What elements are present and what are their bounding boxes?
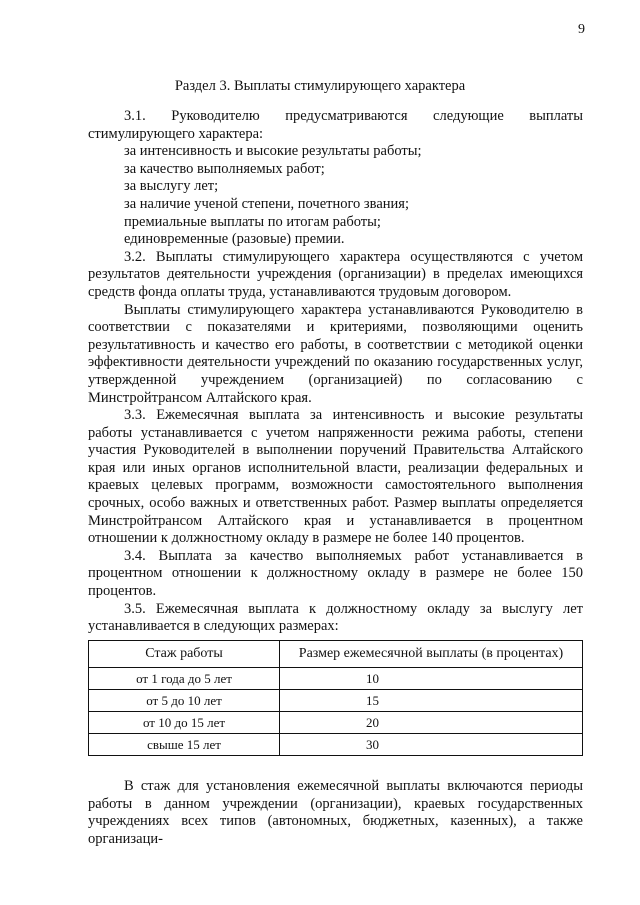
paragraph-3-1: 3.1. Руководителю предусматриваются следующие выплаты стимулирующего характера: [88, 108, 583, 142]
header-payment: Размер ежемесячной выплаты (в процентах) [280, 641, 583, 668]
table-cell-experience: от 5 до 10 лет [89, 690, 280, 712]
paragraph-stimulus: Выплаты стимулирующего характера устанавливаются Руководителю в соответствии с показателями и критериями, позволяющими оценить результативность и качество его работы, в соответствии с методикой оценки эффективности деятельности учреждений по оказанию государственных услуг, утвержденной учреждением (организацией) по согласованию с Минстройтрансом Алтайского края. [88, 301, 583, 406]
list-item: за выслугу лет; [124, 178, 219, 195]
table-cell-experience: от 1 года до 5 лет [89, 668, 280, 690]
body-text [88, 108, 583, 636]
table-header-row [89, 641, 583, 668]
paragraph-3-2: 3.2. Выплаты стимулирующего характера осуществляются с учетом результатов деятельности учреждения (организации) в пределах имеющихся средств фонда оплаты труда, устанавливаются трудовым договором. [88, 248, 583, 300]
list-item: премиальные выплаты по итогам работы; [124, 213, 381, 230]
table-cell-percent: 10 [280, 668, 583, 690]
list-item: за наличие ученой степени, почетного звания; [124, 195, 409, 212]
list-item: за качество выполняемых работ; [124, 160, 325, 177]
closing-text [88, 778, 583, 848]
paragraph-3-5: 3.5. Ежемесячная выплата к должностному окладу за выслугу лет устанавливается в следующих размерах: [88, 600, 583, 635]
list-item: за интенсивность и высокие результаты работы; [124, 143, 422, 160]
section-heading: Раздел 3. Выплаты стимулирующего характера [174, 78, 466, 94]
table-cell-percent: 30 [280, 734, 583, 756]
header-experience: Стаж работы [89, 641, 280, 668]
table-cell-percent: 20 [280, 712, 583, 734]
page-number: 9 [578, 22, 585, 37]
list-item: единовременные (разовые) премии. [124, 231, 345, 248]
table-cell-experience: от 10 до 15 лет [89, 712, 280, 734]
table-cell-percent: 15 [280, 690, 583, 712]
paragraph-3-4: 3.4. Выплата за качество выполняемых работ устанавливается в процентном отношении к должностному окладу в размере не более 150 процентов. [88, 547, 583, 600]
table-row [89, 668, 583, 690]
table-row [89, 690, 583, 712]
table-row [89, 712, 583, 734]
paragraph-3-3: 3.3. Ежемесячная выплата за интенсивность и высокие результаты работы устанавливается с учетом напряженности режима работы, степени участия Руководителей в выполнении поручений Правительства Алтайского края или иных органов исполнительной власти, реализации федеральных и краевых целевых программ, возможности самостоятельного выполнения срочных, особо важных и ответственных работ. Размер выплаты определяется Минстройтрансом Алтайского края и устанавливается в процентном отношении к должностному окладу в размере не более 140 процентов. [88, 407, 583, 547]
paragraph-stazh: В стаж для установления ежемесячной выплаты включаются периоды работы в данном учреждении (организации), краевых государственных учреждениях всех типов (автономных, бюджетных, казенных), а также организаци- [88, 778, 583, 847]
table-row [89, 734, 583, 756]
table-cell-experience: свыше 15 лет [89, 734, 280, 756]
seniority-table [88, 640, 583, 756]
